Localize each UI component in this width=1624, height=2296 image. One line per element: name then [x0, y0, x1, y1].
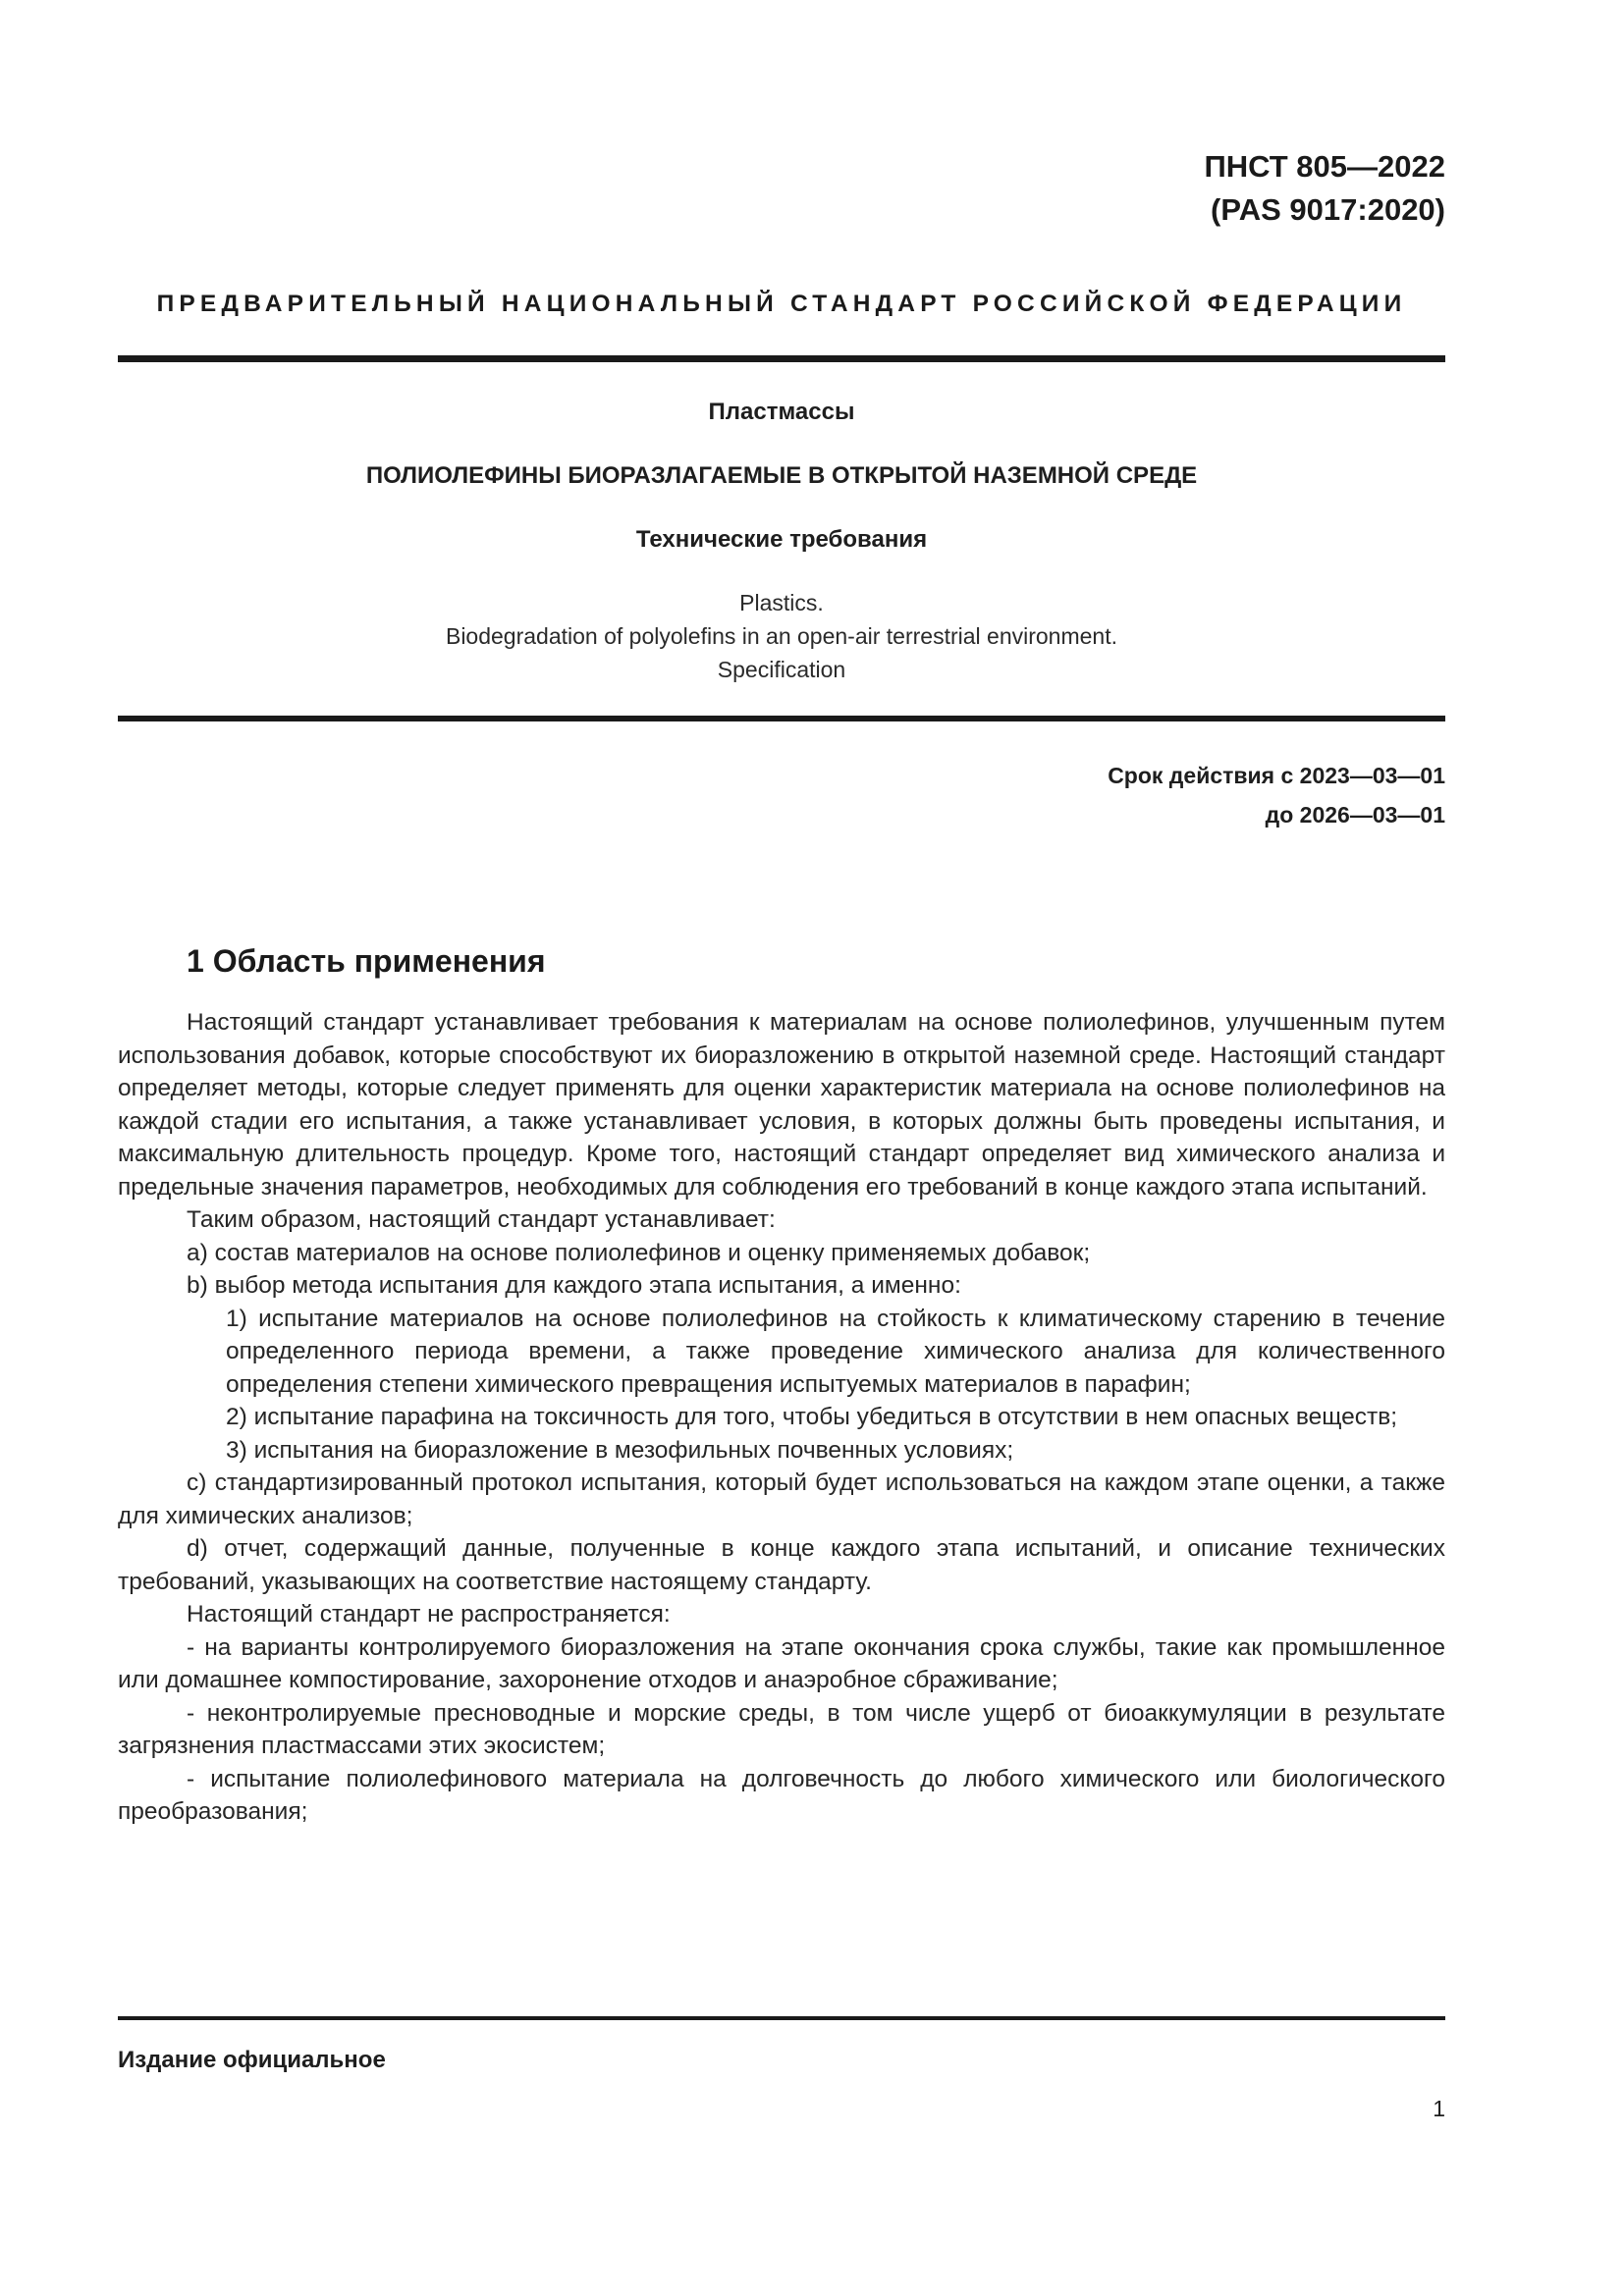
standard-code: ПНСТ 805—2022: [1204, 149, 1445, 184]
dash-item: - на варианты контролируемого биоразложения на этапе окончания срока службы, такие как промышленное или домашнее компостирование, захоронение отходов и анаэробное сбраживание;: [118, 1633, 1445, 1693]
section-heading: 1 Область применения: [187, 943, 546, 979]
list-item: b) выбор метода испытания для каждого этапа испытания, а именно:: [187, 1272, 961, 1299]
paragraph: Настоящий стандарт не распространяется:: [187, 1601, 671, 1628]
english-title-line-1: Plastics.: [739, 590, 824, 615]
validity-from: Срок действия с 2023—03—01: [1108, 763, 1445, 788]
english-title: [118, 586, 1445, 686]
paragraph: Настоящий стандарт устанавливает требования к материалам на основе полиолефинов, улучшенным путем использования добавок, которые способствуют их биоразложению в открытой наземной среде. Настоящий стандарт определяет методы, которые следует применять для оценки характеристик материала на основе полиолефинов на каждой стадии его испытания, а также устанавливает условия, в которых должны быть проведены испытания, и максимальную длительность процедур. Кроме того, настоящий стандарт определяет вид химического анализа и предельные значения параметров, необходимых для соблюдения его требований в конце каждого этапа испытаний.: [118, 1009, 1445, 1201]
title-sub: Технические требования: [635, 526, 928, 553]
title-main: ПОЛИОЛЕФИНЫ БИОРАЗЛАГАЕМЫЕ В ОТКРЫТОЙ НАЗЕМНОЙ СРЕДЕ: [365, 462, 1198, 489]
validity-to: до 2026—03—01: [1265, 802, 1445, 828]
title-category: Пластмассы: [708, 399, 855, 425]
validity-period: [1108, 756, 1445, 834]
english-title-line-2: Biodegradation of polyolefins in an open-air terrestrial environment.: [445, 623, 1117, 649]
list-item: c) стандартизированный протокол испытания, который будет использоваться на каждом этапе оценки, а также для химических анализов;: [118, 1469, 1445, 1529]
middle-divider: [118, 716, 1445, 721]
pas-code: (PAS 9017:2020): [1211, 192, 1445, 227]
dash-item: - испытание полиолефинового материала на долговечность до любого химического или биологического преобразования;: [118, 1765, 1445, 1825]
sub-list-item: 3) испытания на биоразложение в мезофильных почвенных условиях;: [226, 1436, 1014, 1464]
english-title-line-3: Specification: [717, 657, 846, 682]
sub-list-item: 1) испытание материалов на основе полиолефинов на стойкость к климатическому старению в течение определенного периода времени, а также проведение химического анализа для количественного определения степени химического превращения испытуемых материалов в парафин;: [226, 1305, 1445, 1398]
dash-item: - неконтролируемые пресноводные и морские среды, в том числе ущерб от биоаккумуляции в результате загрязнения пластмассами этих экосистем;: [118, 1699, 1445, 1759]
list-item: d) отчет, содержащий данные, полученные в конце каждого этапа испытаний, и описание технических требований, указывающих на соответствие настоящему стандарту.: [118, 1535, 1445, 1595]
footer-divider: [118, 2016, 1445, 2020]
page-number: 1: [1433, 2096, 1445, 2121]
top-divider: [118, 355, 1445, 362]
standard-banner: ПРЕДВАРИТЕЛЬНЫЙ НАЦИОНАЛЬНЫЙ СТАНДАРТ РОССИЙСКОЙ ФЕДЕРАЦИИ: [156, 291, 1407, 317]
standard-codes: [1204, 145, 1445, 232]
list-item: a) состав материалов на основе полиолефинов и оценку применяемых добавок;: [187, 1239, 1091, 1266]
edition-label: Издание официальное: [118, 2047, 386, 2073]
section-body: [118, 1006, 1445, 1829]
sub-list-item: 2) испытание парафина на токсичность для того, чтобы убедиться в отсутствии в нем опасных веществ;: [226, 1404, 1398, 1430]
paragraph: Таким образом, настоящий стандарт устанавливает:: [187, 1206, 776, 1233]
